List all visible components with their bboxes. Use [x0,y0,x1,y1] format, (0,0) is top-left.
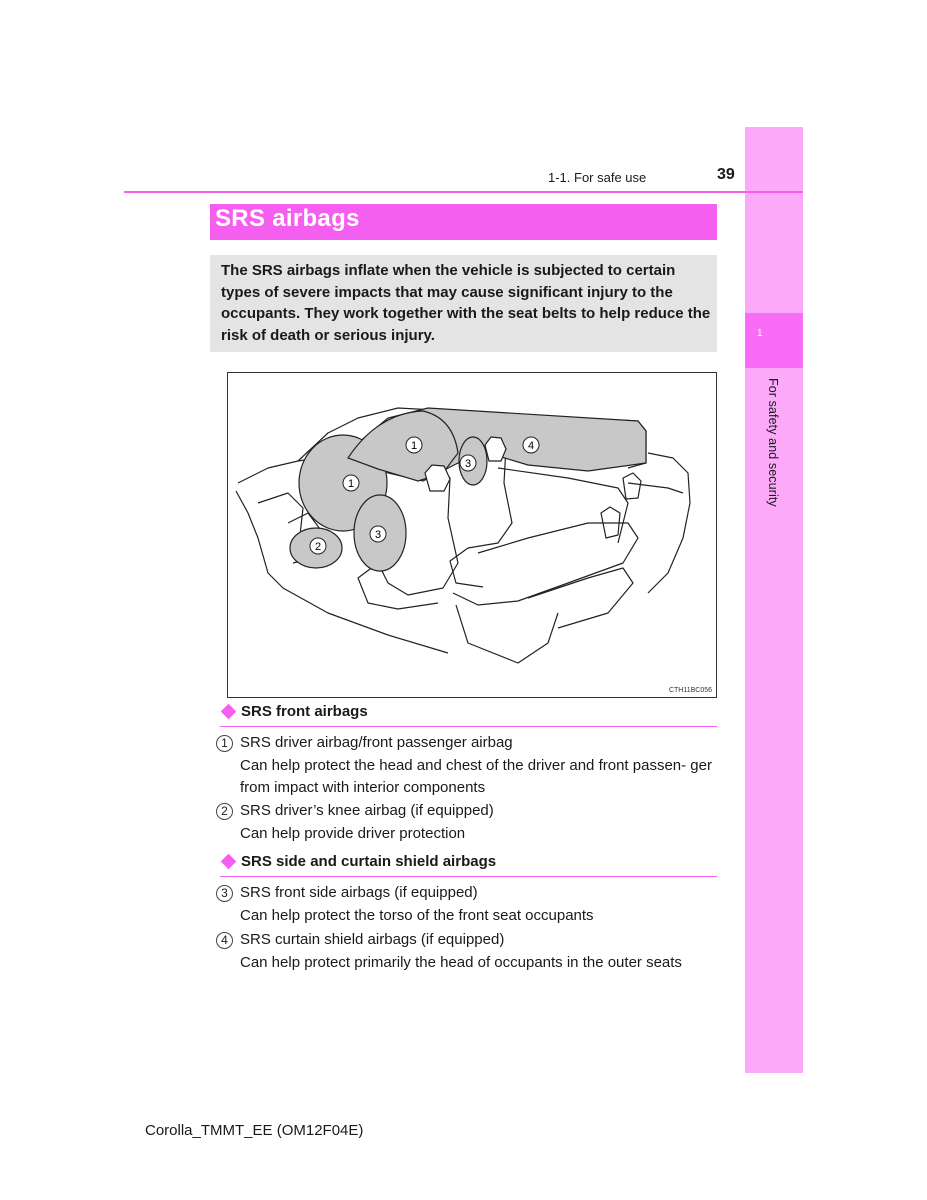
item-number-badge: 2 [216,803,233,820]
subheading-front-airbags [220,703,717,727]
item-description: Can help provide driver protection [240,825,466,842]
page-title: SRS airbags [215,205,360,232]
airbag-illustration [227,372,717,698]
rear-seat-cushion [528,568,633,628]
rear-body-outline [648,453,690,593]
callout-3-driver: 3 [374,529,382,541]
page-number: 39 [717,166,735,183]
item-number-badge: 4 [216,932,233,949]
diamond-bullet-icon [221,854,237,870]
callout-3-passenger: 3 [464,458,472,470]
front-seat-cushion [358,563,438,609]
callout-2: 2 [314,541,322,553]
callout-4: 4 [527,440,535,452]
header-rule [124,191,803,193]
item-title: SRS driver’s knee airbag (if equipped) [240,802,494,819]
item-description: Can help protect primarily the head of occupants in the outer seats [240,954,682,971]
item-description: Can help protect the head and chest of the driver and front passen- ger from impact with interior components [240,757,712,796]
chapter-side-tab-active [745,313,803,368]
subheading-text: SRS side and curtain shield airbags [241,853,497,870]
rear-door-line [498,468,628,543]
document-footer: Corolla_TMMT_EE (OM12F04E) [145,1122,364,1139]
diamond-bullet-icon [221,704,237,720]
item-number-badge: 1 [216,735,233,752]
item-number-badge: 3 [216,885,233,902]
chapter-label: For safety and security [766,378,780,507]
car-interior-drawing [228,373,716,697]
rear-headrest-2 [623,473,641,499]
callout-1-lower: 1 [347,478,355,490]
item-title: SRS curtain shield airbags (if equipped) [240,931,505,948]
section-reference: 1-1. For safe use [548,170,647,185]
chapter-number: 1 [757,328,763,339]
rear-seat-front [456,605,558,663]
item-description: Can help protect the torso of the front seat occupants [240,907,594,924]
figure-code: CTH11BC056 [668,687,712,694]
rear-shelf-line [628,483,683,493]
item-title: SRS front side airbags (if equipped) [240,884,478,901]
item-title: SRS driver airbag/front passenger airbag [240,734,513,751]
subheading-text: SRS front airbags [241,703,368,720]
intro-text: The SRS airbags inflate when the vehicle is subjected to certain types of severe impacts that may cause significant injury to the occupants. They work together with the seat belts to help reduce the risk of death or serious injury. [221,262,711,344]
callout-1-upper: 1 [410,440,418,452]
subheading-side-curtain-airbags [220,853,717,877]
chapter-side-tab [745,127,803,1073]
